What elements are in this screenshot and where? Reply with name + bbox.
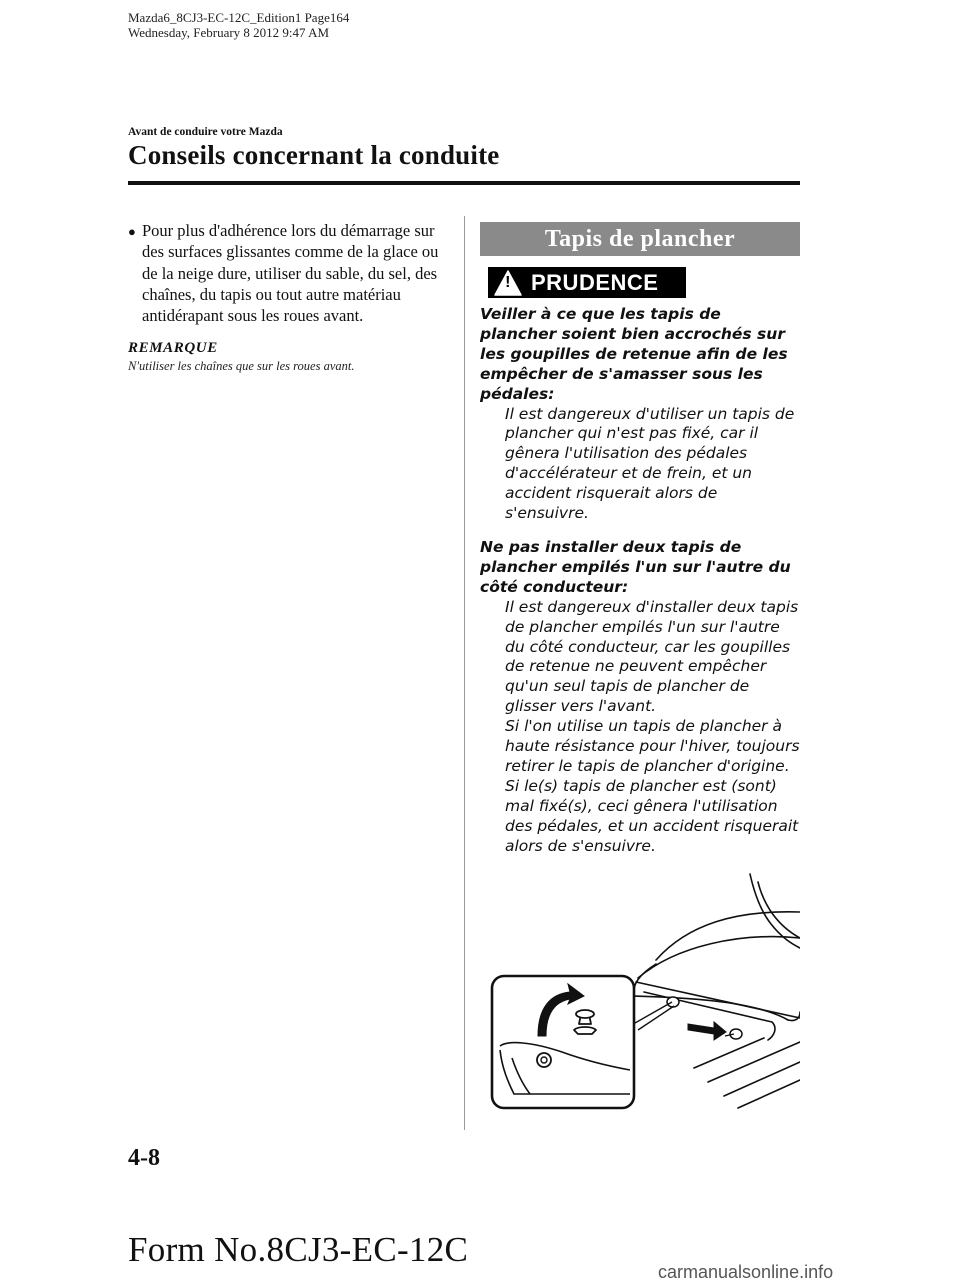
caution-block-2	[480, 538, 800, 857]
caution-1-body: Il est dangereux d'utiliser un tapis de plancher qui n'est pas fixé, car il gênera l'utilisation des pédales d'accélérateur et de frein, et un accident risquerait alors de s'ensuivre.	[505, 404, 795, 523]
print-meta-date: Wednesday, February 8 2012 9:47 AM	[128, 25, 330, 40]
right-column	[480, 222, 800, 856]
caution-1-lead: Veiller à ce que les tapis de plancher soient bien accrochés sur les goupilles de retenue afin de les empêcher de s'amasser sous les pédales:	[480, 305, 788, 403]
caution-label: PRUDENCE	[531, 269, 659, 295]
caution-2-body-c: Si le(s) tapis de plancher est (sont) mal fixé(s), ceci gênera l'utilisation des pédales, et un accident risquerait alors de s'ensuivre.	[505, 776, 799, 855]
page-title: Conseils concernant la conduite	[128, 140, 500, 170]
note-text: N'utiliser les chaînes que sur les roues avant.	[128, 359, 355, 374]
title-rule	[128, 181, 800, 185]
page-number: 4-8	[128, 1145, 160, 1171]
caution-badge	[488, 267, 686, 298]
note-heading: REMARQUE	[128, 340, 218, 357]
caution-2-lead: Ne pas installer deux tapis de plancher empilés l'un sur l'autre du côté conducteur:	[480, 537, 791, 596]
print-metadata	[128, 10, 349, 40]
form-number: Form No.8CJ3-EC-12C	[128, 1230, 469, 1269]
caution-block-1	[480, 305, 800, 524]
watermark-text: carmanualsonline.info	[658, 1262, 834, 1282]
section-label: Avant de conduire votre Mazda	[128, 126, 283, 138]
warning-triangle-icon: !	[494, 270, 522, 296]
bullet-item	[128, 220, 452, 326]
column-divider	[464, 216, 465, 1130]
print-meta-file: Mazda6_8CJ3-EC-12C_Edition1 Page164	[128, 10, 350, 25]
left-column	[128, 220, 452, 374]
bullet-text: Pour plus d'adhérence lors du démarrage sur des surfaces glissantes comme de la glace ou de la neige dure, utiliser du sable, du sel, des chaînes, du tapis ou tout autre matériau antidérapant sous les roues avant.	[142, 221, 439, 326]
bullet-dot-icon: ●	[128, 224, 136, 239]
caution-2-body-a: Il est dangereux d'installer deux tapis de plancher empilés l'un sur l'autre du côté conducteur, car les goupilles de retenue ne peuvent empêcher qu'un seul tapis de plancher de glisser vers l'avant.	[505, 597, 799, 716]
section-heading: Tapis de plancher	[480, 222, 800, 256]
caution-2-body-b: Si l'on utilise un tapis de plancher à haute résistance pour l'hiver, toujours retirer le tapis de plancher d'origine.	[505, 717, 800, 775]
floor-mat-illustration	[488, 872, 800, 1112]
